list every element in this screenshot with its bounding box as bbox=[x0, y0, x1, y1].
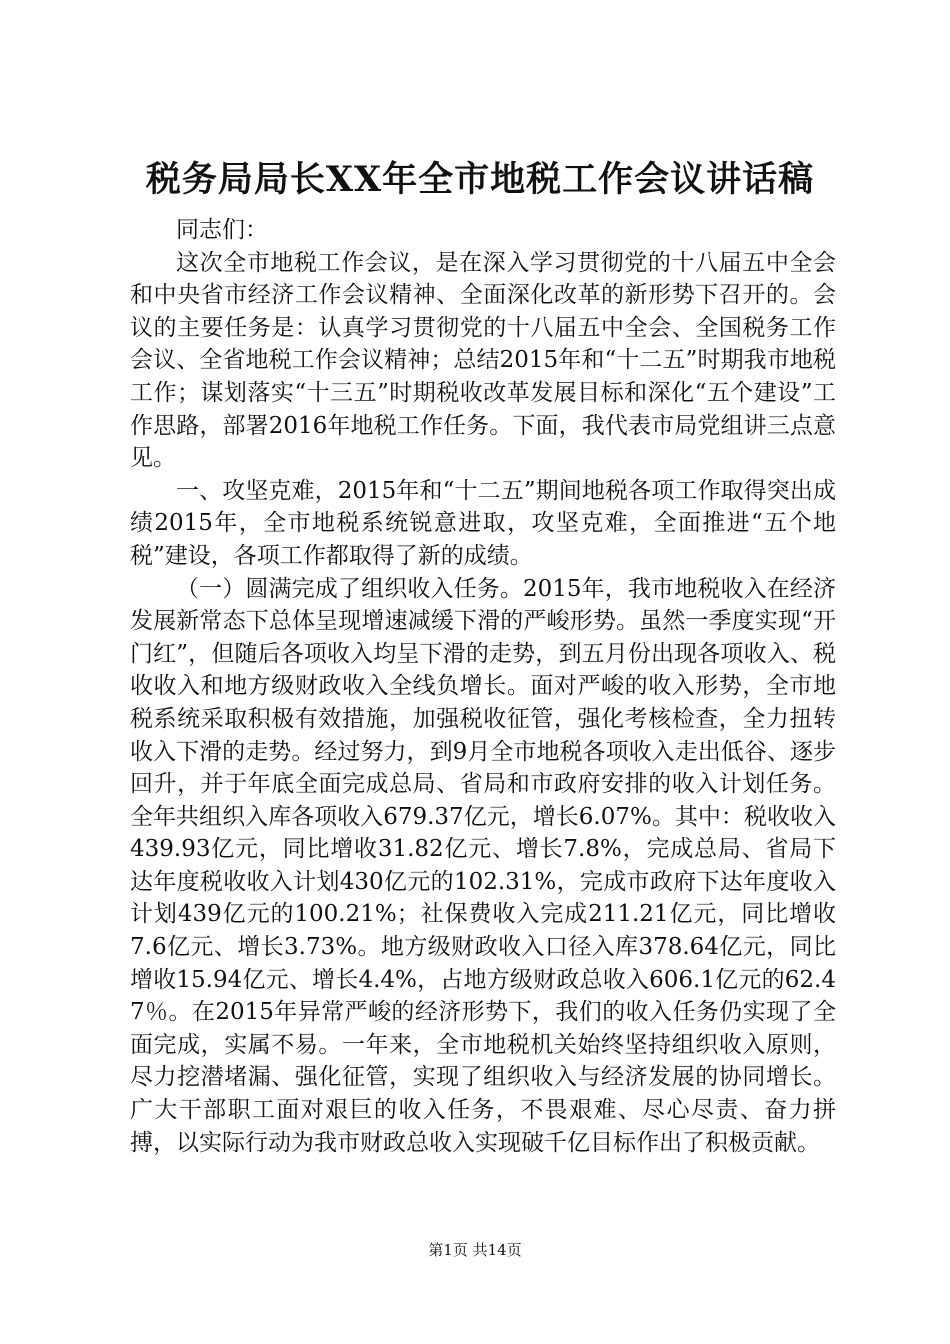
page-footer: 第1页 共14页 bbox=[428, 1241, 522, 1259]
greeting: 同志们： bbox=[176, 217, 268, 243]
document-body bbox=[130, 214, 836, 1159]
document-title: 税务局局长XX年全市地税工作会议讲话稿 bbox=[145, 159, 815, 200]
paragraph-revenue-task: （一）圆满完成了组织收入任务。2015年，我市地税收入在经济发展新常态下总体呈现增速减缓下滑的严峻形势。虽然一季度实现“开门红”，但随后各项收入均呈下滑的走势，到五月份出现各项收入、税收收入和地方级财政收入全线负增长。面对严峻的收入形势，全市地税系统采取积极有效措施，加强税收征管，强化考核检查，全力扭转收入下滑的走势。经过努力，到9月全市地税各项收入走出低谷、逐步回升，并于年底全面完成总局、省局和市政府安排的收入计划任务。全年共组织入库各项收入679.37亿元，增长6.07%。其中：税收收入439.93亿元，同比增收31.82亿元、增长7.8%，完成总局、省局下达年度税收收入计划430亿元的102.31%，完成市政府下达年度收入计划439亿元的100.21%；社保费收入完成211.21亿元，同比增收7.6亿元、增长3.73%。地方级财政收入口径入库378.64亿元，同比增收15.94亿元、增长4.4%，占地方级财政总收入606.1亿元的62.47％。在2015年异常严峻的经济形势下，我们的收入任务仍实现了全面完成，实属不易。一年来，全市地税机关始终坚持组织收入原则，尽力挖潜堵漏、强化征管，实现了组织收入与经济发展的协同增长。广大干部职工面对艰巨的收入任务，不畏艰难、尽心尽责、奋力拼搏，以实际行动为我市财政总收入实现破千亿目标作出了积极贡献。 bbox=[130, 575, 836, 1156]
paragraph-intro: 这次全市地税工作会议，是在深入学习贯彻党的十八届五中全会和中央省市经济工作会议精神、全面深化改革的新形势下召开的。会议的主要任务是：认真学习贯彻党的十八届五中全会、全国税务工作会议、全省地税工作会议精神；总结2015年和“十二五”时期我市地税工作；谋划落实“十三五”时期税收改革发展目标和深化“五个建设”工作思路，部署2016年地税工作任务。下面，我代表市局党组讲三点意见。 bbox=[130, 249, 836, 472]
paragraph-section-one: 一、攻坚克难，2015年和“十二五”期间地税各项工作取得突出成绩2015年，全市地税系统锐意进取，攻坚克难，全面推进“五个地税”建设，各项工作都取得了新的成绩。 bbox=[130, 477, 836, 569]
